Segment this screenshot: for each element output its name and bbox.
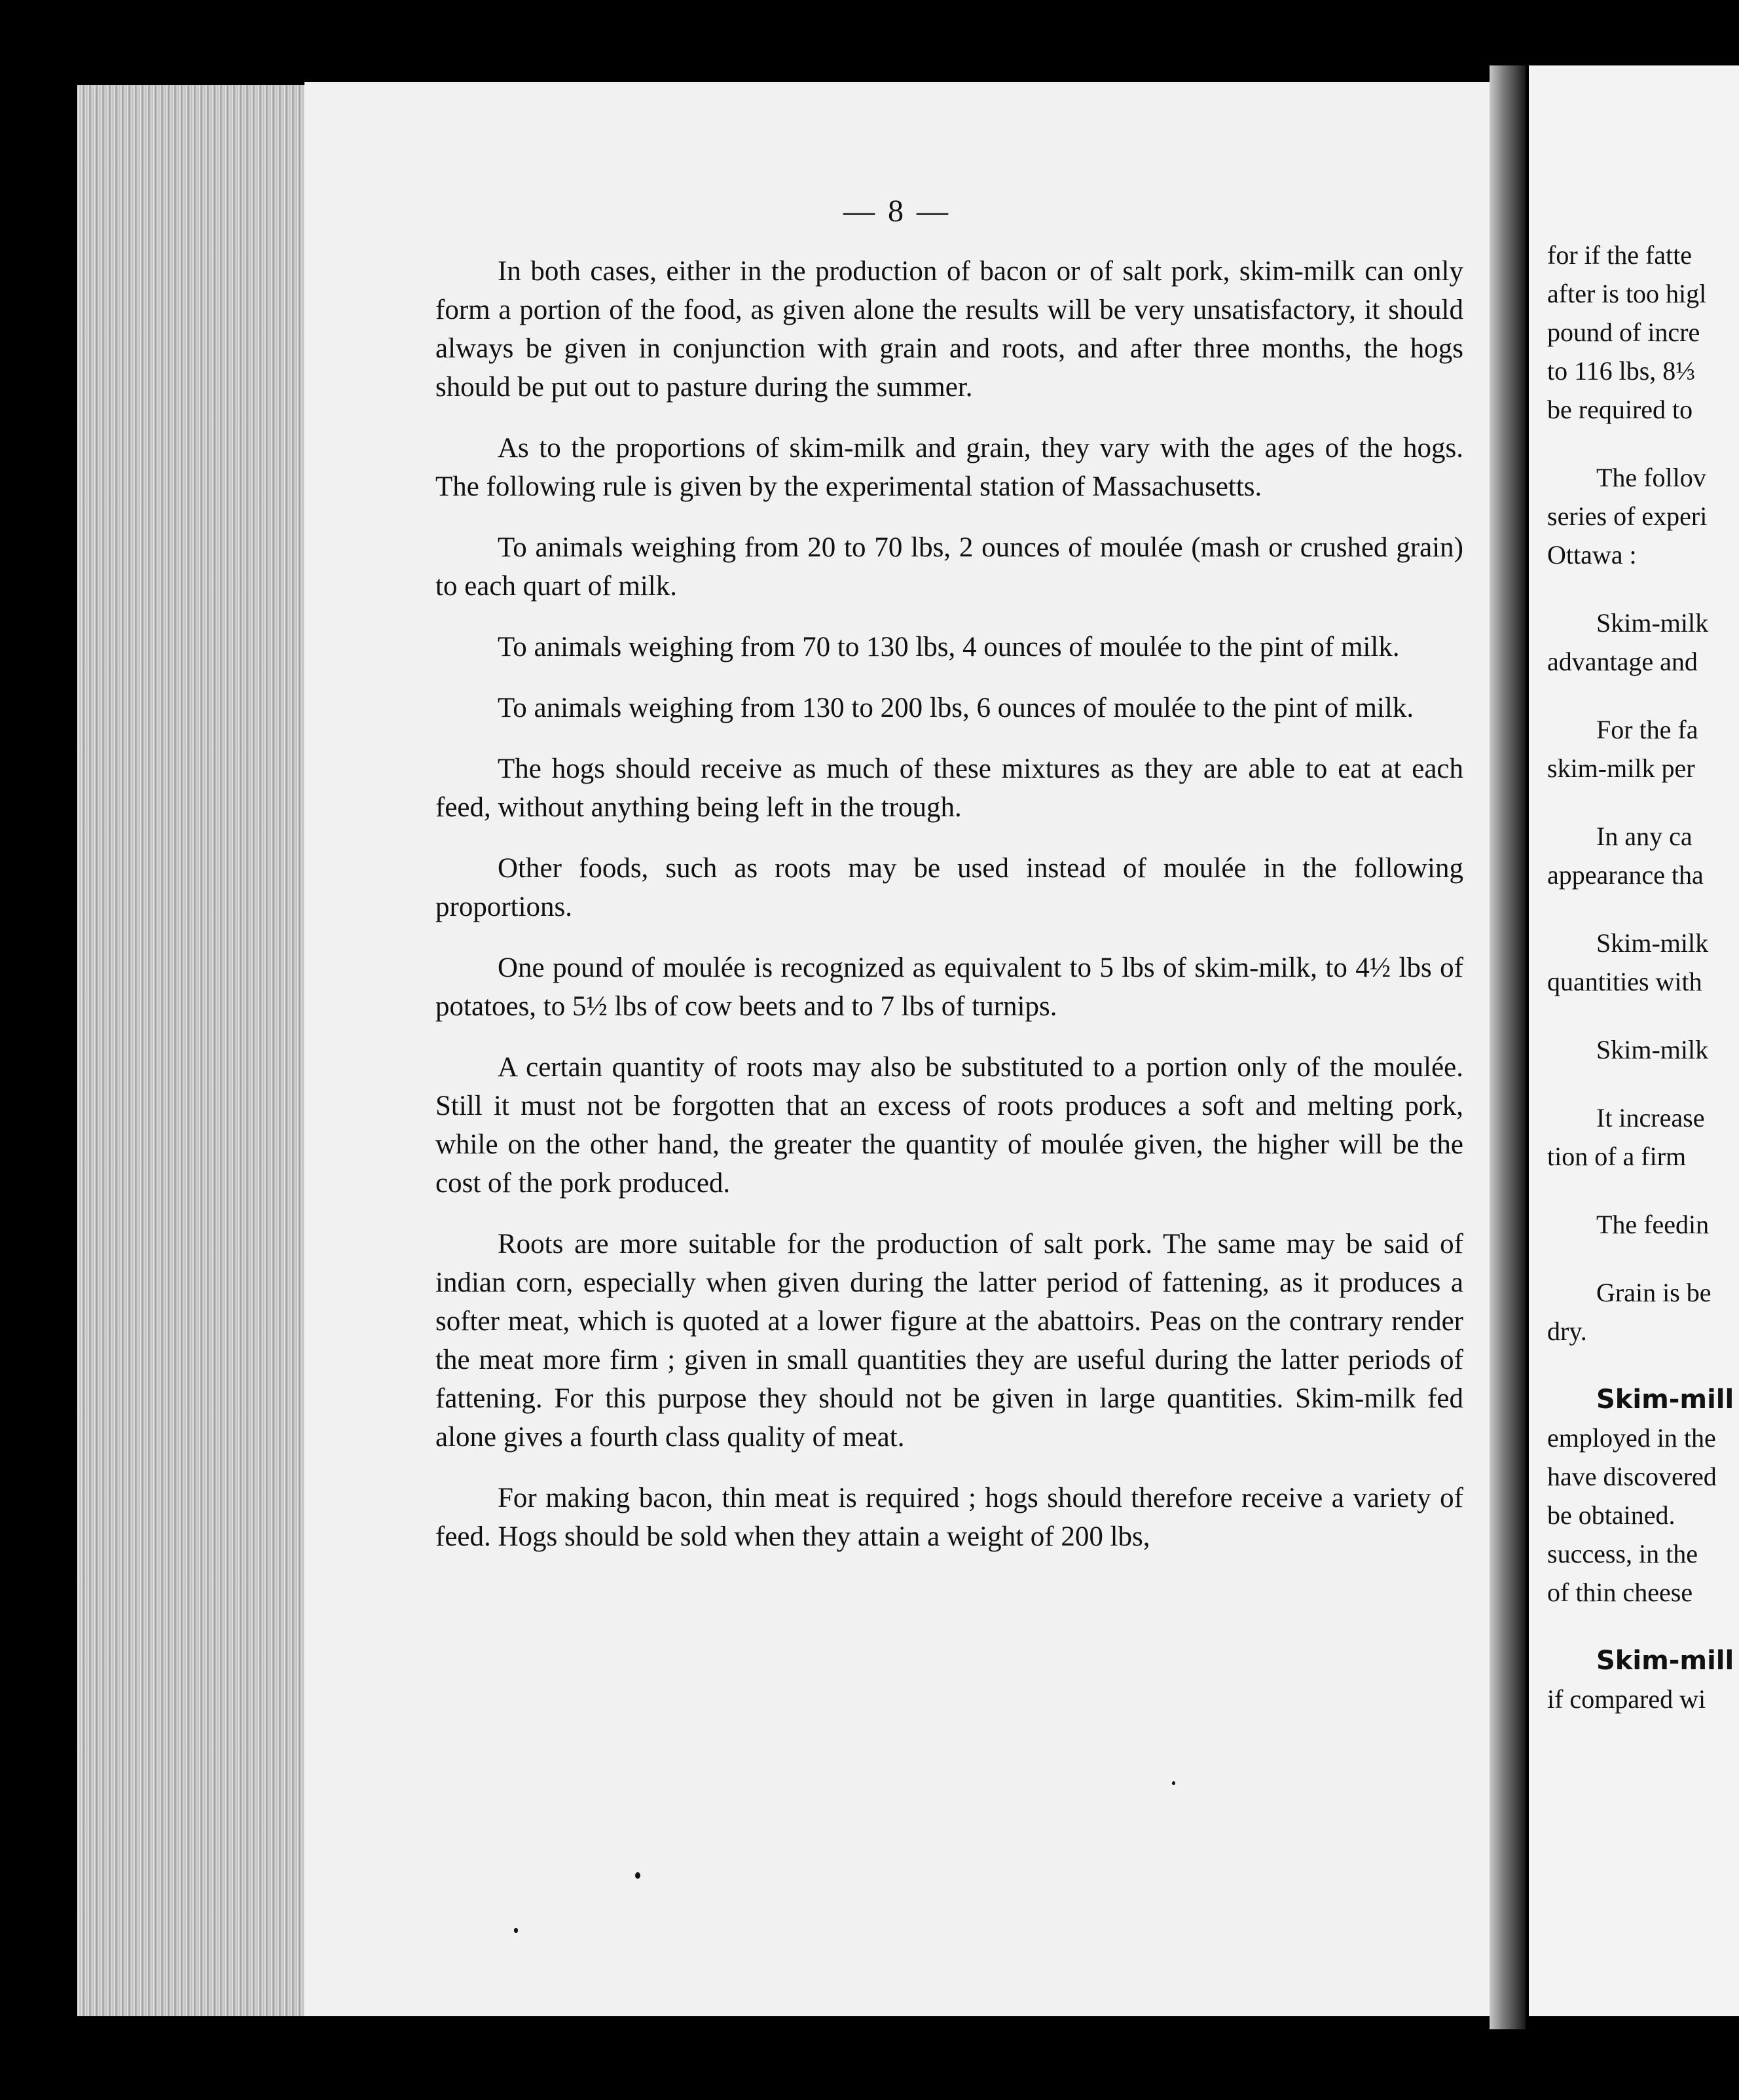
right-page-line: Skim-milk (1596, 608, 1709, 638)
ink-speck (1172, 1781, 1175, 1785)
right-page (1529, 65, 1739, 2016)
right-page-line (1547, 788, 1739, 817)
right-page-line (1547, 1001, 1739, 1030)
right-page-line: pound of incre (1547, 317, 1700, 347)
paragraph: To animals weighing from 70 to 130 lbs, 4 ounces of moulée to the pint of milk. (498, 632, 1400, 662)
right-page-line (1547, 681, 1739, 710)
right-page-line: employed in the (1547, 1423, 1716, 1453)
right-page-line: For the fa (1596, 715, 1698, 744)
right-page-line: The follov (1596, 463, 1706, 492)
paragraph: As to the proportions of skim-milk and grain, they vary with the ages of the hogs. The following rule is given by the experimental station of Massachusetts. (435, 433, 1463, 502)
paragraph: The hogs should receive as much of these mixtures as they are able to eat at each feed, without anything being left in the trough. (435, 753, 1463, 823)
paragraph: Other foods, such as roots may be used instead of moulée in the following proportions. (435, 853, 1463, 922)
right-page-line: appearance tha (1547, 860, 1704, 890)
right-page-line (1547, 574, 1739, 604)
paragraph: Roots are more suitable for the production of salt pork. The same may be said of indian corn, especially when given during the latter period of fattening, as it produces a softer meat, which is quoted at a lower figure at the abattoirs. Peas on the contrary render the meat more firm ; given in small quantities they are useful during the latter periods of fattening. For this purpose they should not be given in large quantities. Skim-milk fed alone gives a fourth class quality of meat. (435, 1229, 1463, 1453)
book-gutter (1490, 65, 1526, 2029)
right-page-line (1547, 1176, 1739, 1205)
left-page (304, 82, 1490, 2016)
paragraph: One pound of moulée is recognized as equivalent to 5 lbs of skim-milk, to 4½ lbs of potatoes, to 5½ lbs of cow beets and to 7 lbs of turnips. (435, 952, 1463, 1022)
right-page-line: quantities with (1547, 967, 1702, 996)
right-page-line: success, in the (1547, 1539, 1698, 1568)
right-page-line (1547, 894, 1739, 924)
right-page-line: Grain is be (1596, 1278, 1712, 1307)
right-page-line: Ottawa : (1547, 540, 1637, 570)
ink-speck (514, 1928, 518, 1933)
right-page-line (1547, 1350, 1739, 1380)
right-page-line: of thin cheese (1547, 1578, 1693, 1607)
right-page-line: be obtained. (1547, 1500, 1675, 1530)
paragraph: In both cases, either in the production of bacon or of salt pork, skim-milk can only form a portion of the food, as given alone the results will be very unsatisfactory, it should always be given in conjunction with grain and roots, and after three months, the hogs should be put out to pasture during the summer. (435, 256, 1463, 403)
right-page-text (1547, 236, 1739, 1718)
right-page-line: series of experi (1547, 501, 1708, 531)
page-number: — 8 — (843, 194, 951, 228)
paragraph: To animals weighing from 130 to 200 lbs, 6 ounces of moulée to the pint of milk. (498, 693, 1414, 723)
right-page-line: have discovered (1547, 1462, 1717, 1491)
right-page-line: Skim-mill (1596, 1646, 1734, 1676)
right-page-line: to 116 lbs, 8⅓ (1547, 356, 1696, 386)
right-page-line: Skim-mill (1596, 1385, 1734, 1415)
right-page-line: tion of a firm (1547, 1142, 1687, 1171)
right-page-line: The feedin (1596, 1210, 1710, 1239)
page-edges (79, 85, 314, 2016)
right-page-line (1547, 1244, 1739, 1273)
paragraph: A certain quantity of roots may also be substituted to a portion only of the moulée. Still it must not be forgotten that an excess of roots produces a soft and melting pork, while on the other hand, the greater the quantity of moulée given, the higher will be the cost of the pork produced. (435, 1052, 1463, 1199)
right-page-line: advantage and (1547, 647, 1698, 676)
right-page-line (1547, 1612, 1739, 1641)
right-page-line: Skim-milk (1596, 928, 1709, 958)
right-page-line (1547, 429, 1739, 458)
right-page-line: skim-milk per (1547, 753, 1695, 783)
ink-speck (635, 1872, 640, 1879)
right-page-line: dry. (1547, 1316, 1587, 1346)
right-page-line: be required to (1547, 395, 1693, 424)
paragraph: To animals weighing from 20 to 70 lbs, 2 ounces of moulée (mash or crushed grain) to each quart of milk. (435, 532, 1463, 602)
right-page-line: after is too higl (1547, 279, 1707, 308)
page-body (435, 252, 1463, 1578)
right-page-line: In any ca (1596, 822, 1693, 851)
right-page-line: Skim-milk (1596, 1035, 1709, 1064)
right-page-line: It increase (1596, 1103, 1705, 1132)
right-page-line: for if the fatte (1547, 240, 1692, 270)
right-page-line: if compared wi (1547, 1684, 1706, 1714)
paragraph: For making bacon, thin meat is required ; hogs should therefore receive a variety of feed. Hogs should be sold when they attain a weight of 200 lbs, (435, 1483, 1463, 1552)
right-page-line (1547, 1069, 1739, 1098)
